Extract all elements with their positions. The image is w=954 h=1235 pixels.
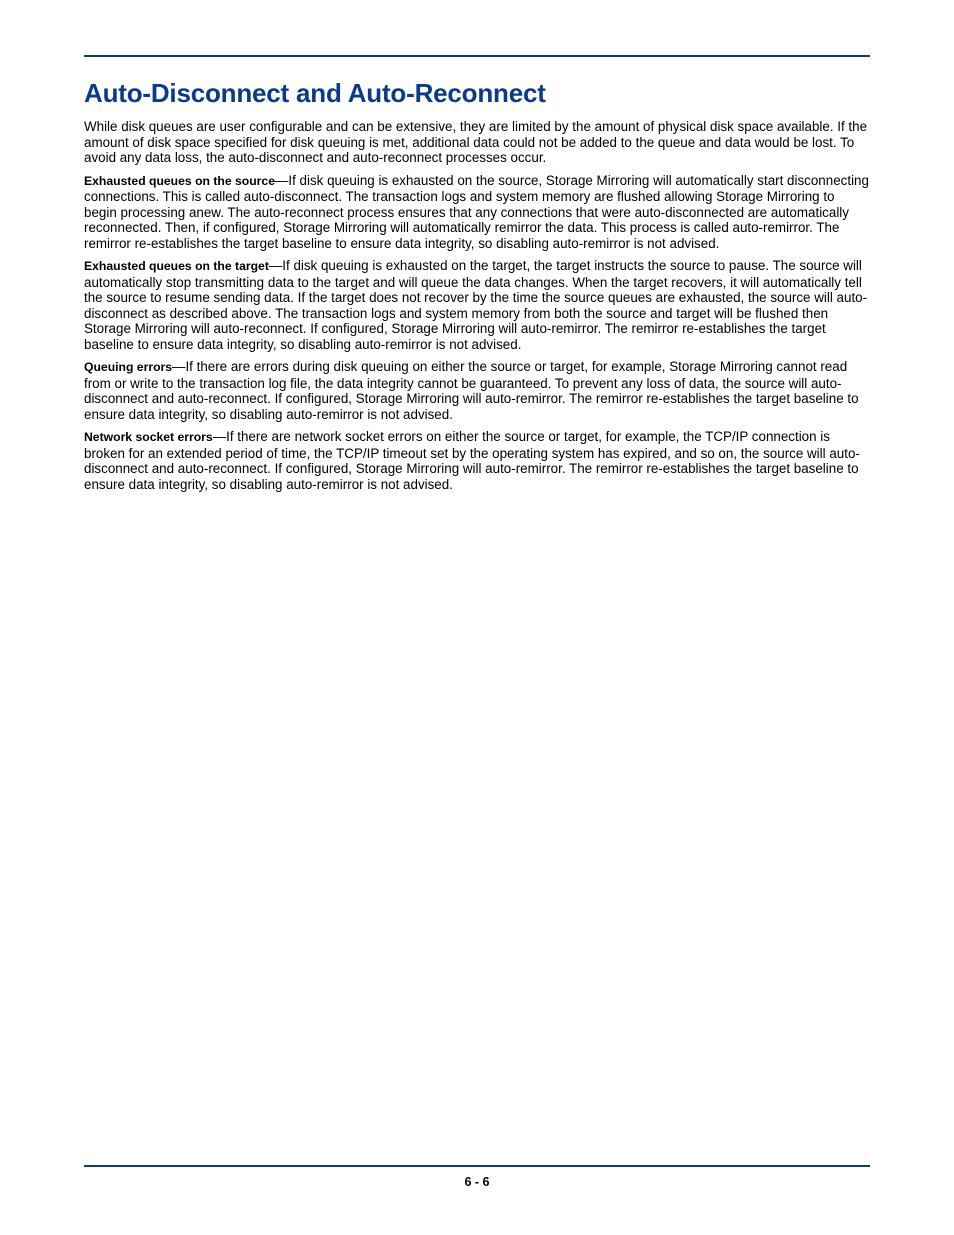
section-exhausted-source [84, 173, 870, 252]
section-text: —If there are errors during disk queuing on either the source or target, for example, Storage Mirroring cannot read from or write to the transaction log file, the data integrity cannot be guaranteed. To prevent any loss of data, the source will auto-disconnect and auto-reconnect. If configured, Storage Mirroring will auto-remirror. The remirror re-establishes the target baseline to ensure data integrity, so disabling auto-remirror is not advised. [84, 359, 859, 422]
intro-paragraph: While disk queues are user configurable and can be extensive, they are limited by the amount of physical disk space available. If the amount of disk space specified for disk queuing is met, additional data could not be added to the queue and data would be lost. To avoid any data loss, the auto-disconnect and auto-reconnect processes occur. [84, 119, 868, 165]
section-network-socket-errors [84, 429, 870, 492]
section-term: Queuing errors [84, 360, 173, 374]
section-text: —If there are network socket errors on either the source or target, for example, the TCP/IP connection is broken for an extended period of time, the TCP/IP timeout set by the operating system has expired, and so on, the source will auto-disconnect and auto-reconnect. If configured, Storage Mirroring will auto-remirror. The remirror re-establishes the target baseline to ensure data integrity, so disabling auto-remirror is not advised. [84, 429, 860, 492]
section-text: —If disk queuing is exhausted on the target, the target instructs the source to pause. The source will automatically stop transmitting data to the target and will queue the data changes. When the target recovers, it will automatically tell the source to resume sending data. If the target does not recover by the time the source queues are exhausted, the source will auto-disconnect as described above. The transaction logs and system memory from both the source and target will be flushed then Storage Mirroring will auto-reconnect. If configured, Storage Mirroring will auto-remirror. The remirror re-establishes the target baseline to ensure data integrity, so disabling auto-remirror is not advised. [84, 258, 868, 352]
page-number: 6 - 6 [464, 1175, 490, 1189]
section-exhausted-target [84, 258, 870, 352]
section-text: —If disk queuing is exhausted on the source, Storage Mirroring will automatically start disconnecting connections. This is called auto-disconnect. The transaction logs and system memory are flushed allowing Storage Mirroring to begin processing anew. The auto-reconnect process ensures that any connections that were auto-disconnected are automatically reconnected. Then, if configured, Storage Mirroring will automatically remirror the data. This process is called auto-remirror. The remirror re-establishes the target baseline to ensure data integrity, so disabling auto-remirror is not advised. [84, 172, 869, 251]
page-title: Auto-Disconnect and Auto-Reconnect [84, 78, 546, 108]
header-rule [84, 55, 870, 57]
section-term: Network socket errors [84, 430, 213, 444]
section-term: Exhausted queues on the source [84, 173, 275, 188]
footer-rule [84, 1165, 870, 1167]
section-queuing-errors [84, 359, 870, 422]
page-content [84, 76, 870, 499]
section-term: Exhausted queues on the target [84, 259, 269, 273]
